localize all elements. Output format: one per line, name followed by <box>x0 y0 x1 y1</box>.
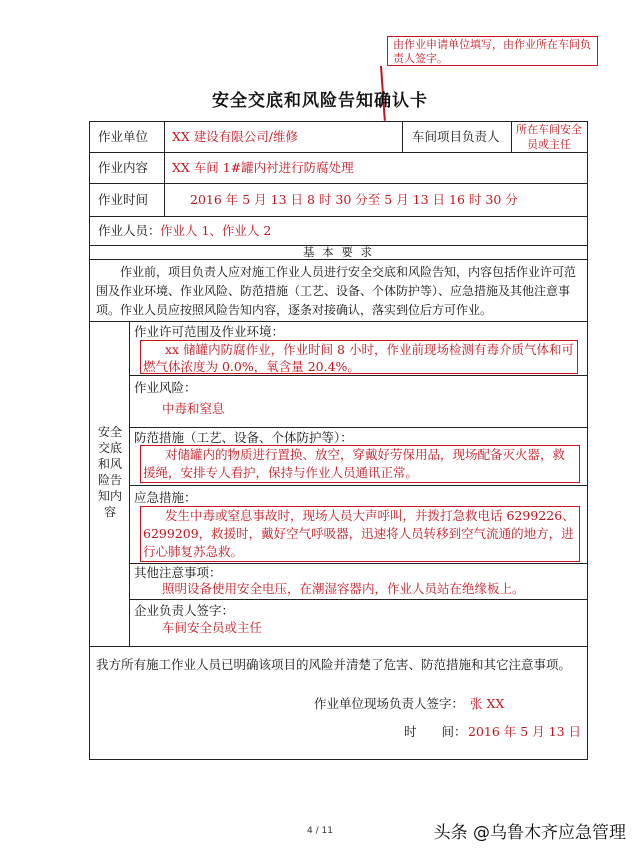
time-label: 作业时间 <box>98 192 149 207</box>
confirm-date-label: 时 间： <box>404 724 467 739</box>
risk-text: 中毒和窒息 <box>162 401 225 416</box>
basic-heading: 基 本 要 求 <box>303 245 374 259</box>
prevention-text: 对储罐内的物质进行置换、放空，穿戴好劳保用品，现场配备灭火器，救援绳，安排专人看护，保持与作业人员通讯正常。 <box>140 445 580 483</box>
other-text: 照明设备使用安全电压，在潮湿容器内，作业人员站在绝缘板上。 <box>162 581 525 596</box>
row-divider <box>129 485 587 486</box>
row-divider <box>90 259 587 260</box>
confirmation-form <box>89 121 588 760</box>
scope-label: 作业许可范围及作业环境： <box>134 324 285 339</box>
row-divider <box>90 216 587 217</box>
col-divider <box>511 122 512 152</box>
emergency-text: 发生中毒或窒息事故时，现场人员大声呼叫，并拨打急救电话 6299226、6299209，救援时，戴好空气呼吸器，迅速将人员转移到空气流通的地方，进行心肺复苏急救。 <box>140 506 580 562</box>
signer-text: 车间安全员或主任 <box>162 620 263 635</box>
side-label: 安全交底和风险告知内容 <box>97 425 122 519</box>
confirm-statement: 我方所有施工作业人员已明确该项目的风险并清楚了危害、防范措施和其它注意事项。 <box>96 657 572 672</box>
content-value: XX 车间 1#罐内衬进行防腐处理 <box>172 160 354 175</box>
instruction-callout: 由作业申请单位填写，由作业所在车间负责人签字。 <box>387 36 598 66</box>
risk-label: 作业风险： <box>134 380 197 395</box>
time-value: 2016 年 5 月 13 日 8 时 30 分至 5 月 13 日 16 时 30 分 <box>190 192 518 207</box>
source-watermark: 头条 @乌鲁木齐应急管理 <box>433 823 626 843</box>
row-divider <box>129 599 587 600</box>
col-divider <box>402 122 403 152</box>
unit-label: 作业单位 <box>98 129 149 144</box>
unit-value: XX 建设有限公司/维修 <box>172 129 298 144</box>
other-label: 其他注意事项： <box>134 565 222 580</box>
col-divider <box>164 122 165 216</box>
row-divider <box>129 375 587 376</box>
scope-text: xx 储罐内防腐作业，作业时间 8 小时，作业前现场检测有毒介质气体和可燃气体浓度为 0.0%，氧含量 20.4%。 <box>140 340 578 374</box>
workers-label: 作业人员： <box>98 223 161 238</box>
confirm-sign-value: 张 XX <box>470 696 505 711</box>
workshop-label: 车间项目负责人 <box>412 129 500 144</box>
page-title: 安全交底和风险告知确认卡 <box>212 91 428 111</box>
basic-text: 作业前，项目负责人应对施工作业人员进行安全交底和风险告知，内容包括作业许可范围及作业环境、作业风险、防范措施（工艺、设备、个体防护等）、应急措施及其他注意事项。作业人员应按照风险告知内容，逐条对接确认，落实到位后方可作业。 <box>96 265 577 317</box>
content-label: 作业内容 <box>98 160 149 175</box>
workshop-value: 所在车间安全员或主任 <box>516 123 582 151</box>
prevention-label: 防范措施（工艺、设备、个体防护等）： <box>134 430 353 445</box>
row-divider <box>90 646 587 647</box>
col-divider <box>129 321 130 646</box>
page-number: 4 / 11 <box>307 826 333 836</box>
confirm-date-value: 2016 年 5 月 13 日 <box>468 724 582 739</box>
workers-value: 作业人 1、作业人 2 <box>160 223 272 238</box>
signer-label: 企业负责人签字： <box>134 603 235 618</box>
confirm-sign-label: 作业单位现场负责人签字： <box>314 696 465 711</box>
emergency-label: 应急措施： <box>134 490 197 505</box>
